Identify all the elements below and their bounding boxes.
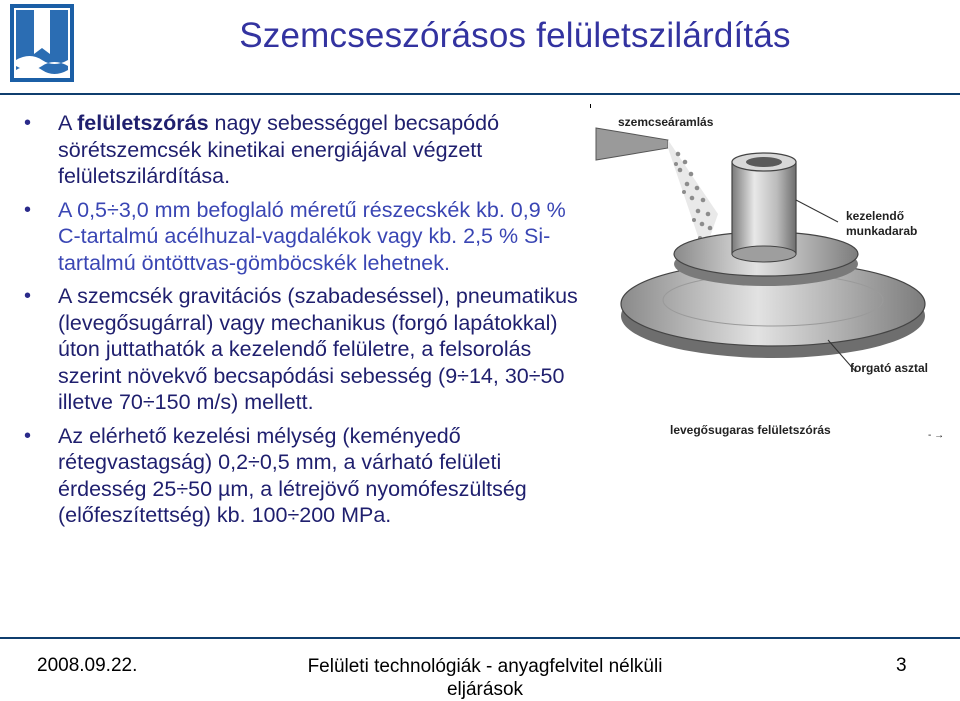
- nozzle: [596, 128, 668, 160]
- shot-peening-figure: [588, 104, 958, 444]
- footer-date: 2008.09.22.: [37, 655, 138, 676]
- bullet-text: A 0,5÷3,0 mm befoglaló méretű részecskék kb. 0,9 % C-tartalmú acélhuzal-vagdalékok vagy kb. 2,5 % Si-tartalmú öntöttvas-gömböcskék lehetnek.: [58, 197, 566, 275]
- workpiece-cylinder: [732, 162, 796, 254]
- slide-title: Szemcseszórásos felületszilárdítás: [239, 16, 791, 55]
- title-divider: [0, 93, 960, 95]
- bullet-keyword: felületszórás: [77, 111, 209, 135]
- arrow-icon: - →: [928, 430, 945, 441]
- label-workpiece-line1: kezelendő: [846, 209, 905, 223]
- bullet-list: [18, 110, 578, 536]
- label-particle-flow: szemcseáramlás: [618, 115, 714, 129]
- figure-caption: levegősugaras felületszórás: [670, 423, 831, 437]
- bullet-item: [18, 110, 578, 190]
- bullet-item: [18, 283, 578, 416]
- label-workpiece-line2: munkadarab: [846, 224, 918, 238]
- footer-course-title: Felületi technológiák - anyagfelvitel nélküli eljárások: [307, 656, 663, 700]
- bullet-item: [18, 197, 578, 277]
- label-rotating-table: forgató asztal: [850, 361, 929, 375]
- bullet-text: nagy sebességgel becsapódó sörétszemcsék kinetikai energiájával végzett felületszilárdítása.: [58, 111, 500, 188]
- bullet-text: A: [58, 111, 78, 135]
- shot-peening-illustration: [588, 104, 958, 444]
- footer-divider: [0, 637, 960, 639]
- bullet-text: Az elérhető kezelési mélység (keményedő rétegvastagság) 0,2÷0,5 mm, a várható felületi érdesség 25÷50 µm, a létrejövő nyomófeszültség (előfeszítettség) kb. 100÷200 MPa.: [58, 423, 527, 527]
- bullet-item: [18, 423, 578, 529]
- bullet-text: A szemcsék gravitációs (szabadeséssel), pneumatikus (levegősugárral) vagy mechanikus (forgó lapátokkal) úton juttathatók a kezelendő felületre, a felsorolás szerint növekvő becsapódási sebesség (9÷14, 30÷50 illetve 70÷150 m/s) mellett.: [58, 284, 578, 414]
- page-number: 3: [896, 655, 907, 676]
